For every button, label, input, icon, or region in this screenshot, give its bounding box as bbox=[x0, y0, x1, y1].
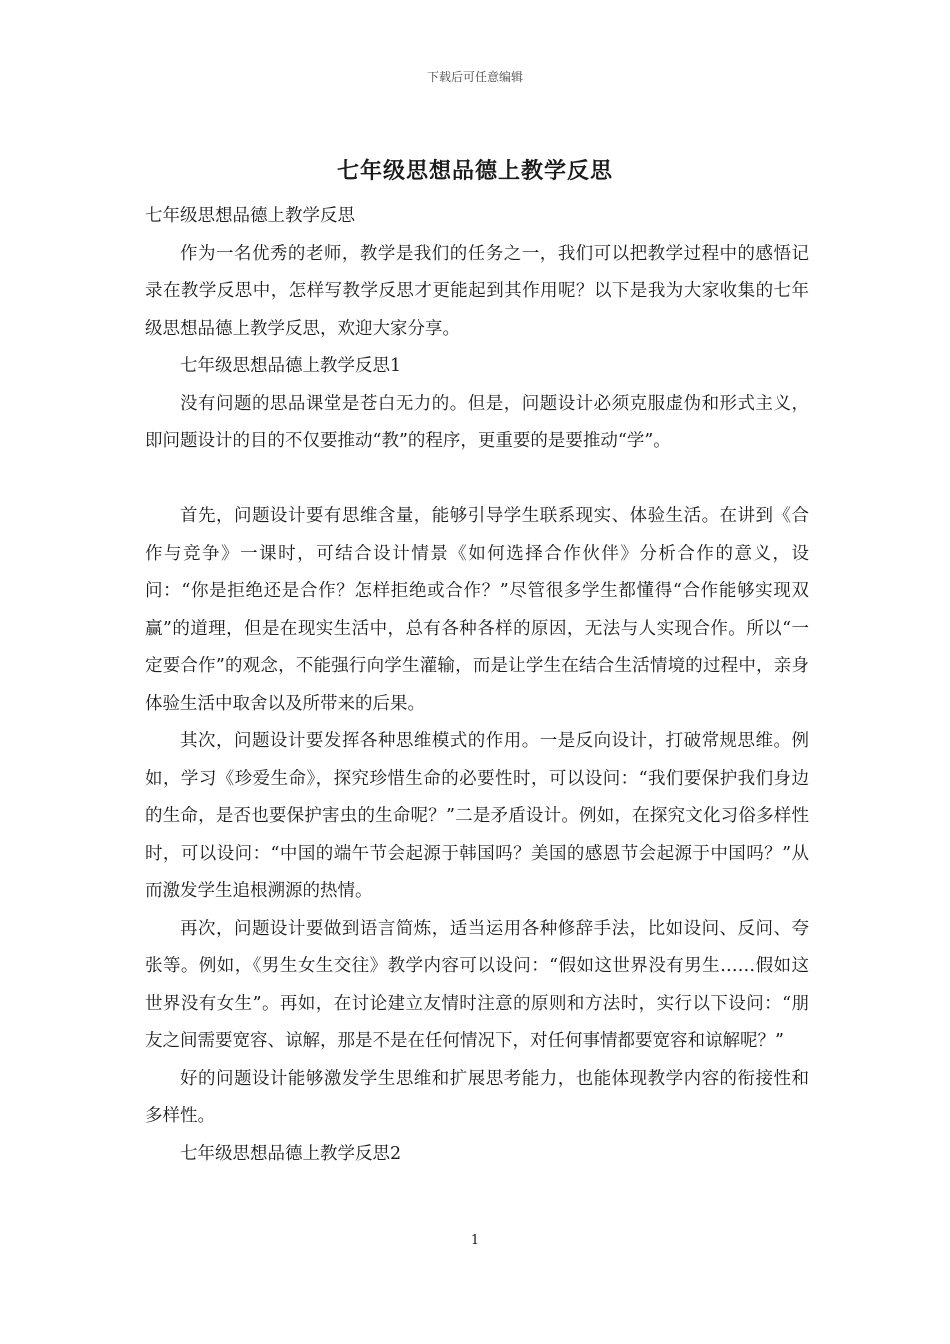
paragraph-first: 首先，问题设计要有思维含量，能够引导学生联系现实、体验生活。在讲到《合作与竞争》一课时，可结合设计情景《如何选择合作伙伴》分析合作的意义，设问：“你是拒绝还是合作？怎样拒绝或合作？”尽管很多学生都懂得“合作能够实现双赢”的道理，但是在现实生活中，总有各种各样的原因，无法与人实现合作。所以“一定要合作”的观念，不能强行向学生灌输，而是让学生在结合生活情境的过程中，亲身体验生活中取舍以及所带来的后果。 bbox=[145, 506, 809, 714]
paragraph-second: 其次，问题设计要发挥各种思维模式的作用。一是反向设计，打破常规思维。例如，学习《珍爱生命》，探究珍惜生命的必要性时，可以设问：“我们要保护我们身边的生命，是否也要保护害虫的生命呢？”二是矛盾设计。例如，在探究文化习俗多样性时，可以设问：“中国的端午节会起源于韩国吗？美国的感恩节会起源于中国吗？”从而激发学生追根溯源的热情。 bbox=[145, 731, 809, 901]
subtitle-line: 七年级思想品德上教学反思 bbox=[145, 206, 355, 226]
paragraph-opening: 没有问题的思品课堂是苍白无力的。但是，问题设计必须克服虚伪和形式主义，即问题设计的目的不仅要推动“教”的程序，更重要的是要推动“学”。 bbox=[145, 393, 809, 451]
section-heading-1: 七年级思想品德上教学反思1 bbox=[180, 356, 402, 376]
paragraph-conclusion: 好的问题设计能够激发学生思维和扩展思考能力，也能体现教学内容的衔接性和多样性。 bbox=[145, 1068, 809, 1126]
header-note: 下载后可任意编辑 bbox=[426, 70, 523, 84]
section-heading-2: 七年级思想品德上教学反思2 bbox=[180, 1143, 402, 1164]
blank-line bbox=[145, 461, 809, 499]
document-title: 七年级思想品德上教学反思 bbox=[336, 159, 613, 184]
page-number: 1 bbox=[470, 1233, 480, 1248]
paragraph-third: 再次，问题设计要做到语言简炼，适当运用各种修辞手法，比如设问、反问、夸张等。例如，《男生女生交往》教学内容可以设问：“假如这世界没有男生……假如这世界没有女生”。再如，在讨论建立友情时注意的原则和方法时，实行以下设问：“朋友之间需要宽容、谅解，那是不是在任何情况下，对任何事情都要宽容和谅解呢？” bbox=[145, 918, 809, 1051]
document-body bbox=[145, 198, 809, 1173]
intro-paragraph: 作为一名优秀的老师，教学是我们的任务之一，我们可以把教学过程中的感悟记录在教学反思中，怎样写教学反思才更能起到其作用呢？以下是我为大家收集的七年级思想品德上教学反思，欢迎大家分享。 bbox=[145, 243, 809, 339]
